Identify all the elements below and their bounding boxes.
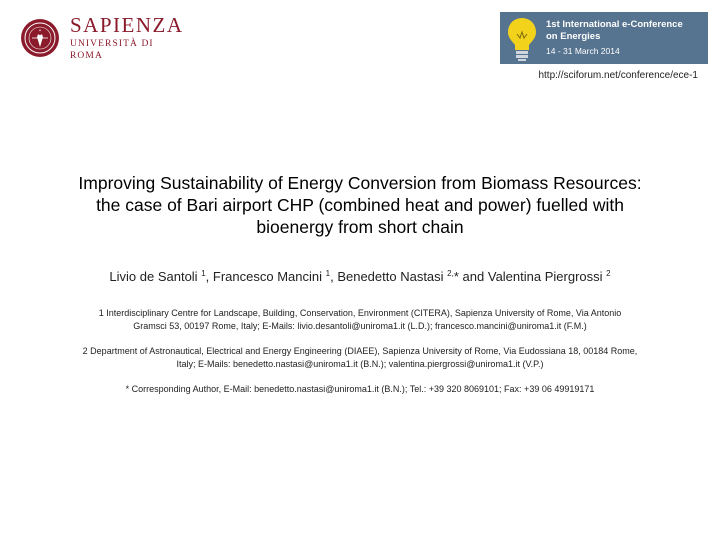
conference-url[interactable]: http://sciforum.net/conference/ece-1 (538, 70, 698, 81)
author-1-affil: 1 (201, 269, 206, 278)
affiliation-1-line-2: Gramsci 53, 00197 Rome, Italy; E-Mails: livio.desantoli@uniroma1.it (L.D.); francesco.mancini@uniroma1.it (F.M.) (133, 321, 587, 331)
title-line-1: Improving Sustainability of Energy Conversion from Biomass Resources: (78, 173, 642, 193)
author-conjunction: and (462, 269, 485, 284)
authors-line: Livio de Santoli $^1$, Francesco Mancini $^1$, Benedetto Nastasi $^{2,}$* and Valentina Piergrossi $^2$ (109, 269, 611, 284)
banner-title-line1: 1st International e-Conference (546, 19, 683, 30)
affiliation-1-line-1: 1 Interdisciplinary Centre for Landscape, Building, Conservation, Environment (CITERA), Sapienza University of Rome, Via Antonio (98, 308, 622, 318)
author-3-affil: 2, (447, 269, 454, 278)
affiliation-2 (30, 345, 690, 371)
author-1-name: Livio de Santoli (109, 269, 198, 284)
banner-title-line2: on Energies (546, 31, 601, 42)
corresponding-star: * (453, 269, 459, 284)
author-4-name: Valentina Piergrossi (487, 269, 603, 284)
author-4-affil: 2 (606, 269, 611, 278)
affiliation-1 (30, 307, 690, 333)
presentation-title (40, 172, 680, 238)
university-seal-icon (20, 18, 60, 58)
title-line-2: the case of Bari airport CHP (combined heat and power) fuelled with (96, 195, 624, 215)
lightbulb-icon (504, 14, 540, 62)
logo-subtitle: UNIVERSITÀ DI ROMA (70, 38, 154, 61)
corresponding-author: * Corresponding Author, E-Mail: benedetto.nastasi@uniroma1.it (B.N.); Tel.: +39 320 8069101; Fax: +39 06 49919171 (125, 384, 595, 394)
sapienza-logo (20, 12, 184, 64)
affiliation-2-line-2: Italy; E-Mails: benedetto.nastasi@uniroma1.it (B.N.); valentina.piergrossi@uniroma1.it (V.P.) (176, 359, 544, 369)
author-2-affil: 1 (325, 269, 331, 278)
title-line-3: bioenergy from short chain (256, 217, 464, 237)
affiliation-2-line-1: 2 Department of Astronautical, Electrical and Energy Engineering (DIAEE), Sapienza University of Rome, Via Eudossiana 18, 00184 Rome, (82, 346, 638, 356)
banner-date: 14 - 31 March 2014 (546, 46, 620, 56)
logo-name: SAPIENZA (70, 12, 184, 37)
author-3-name: Benedetto Nastasi (337, 269, 444, 284)
conference-banner (500, 12, 708, 64)
author-2-name: Francesco Mancini (212, 269, 322, 284)
